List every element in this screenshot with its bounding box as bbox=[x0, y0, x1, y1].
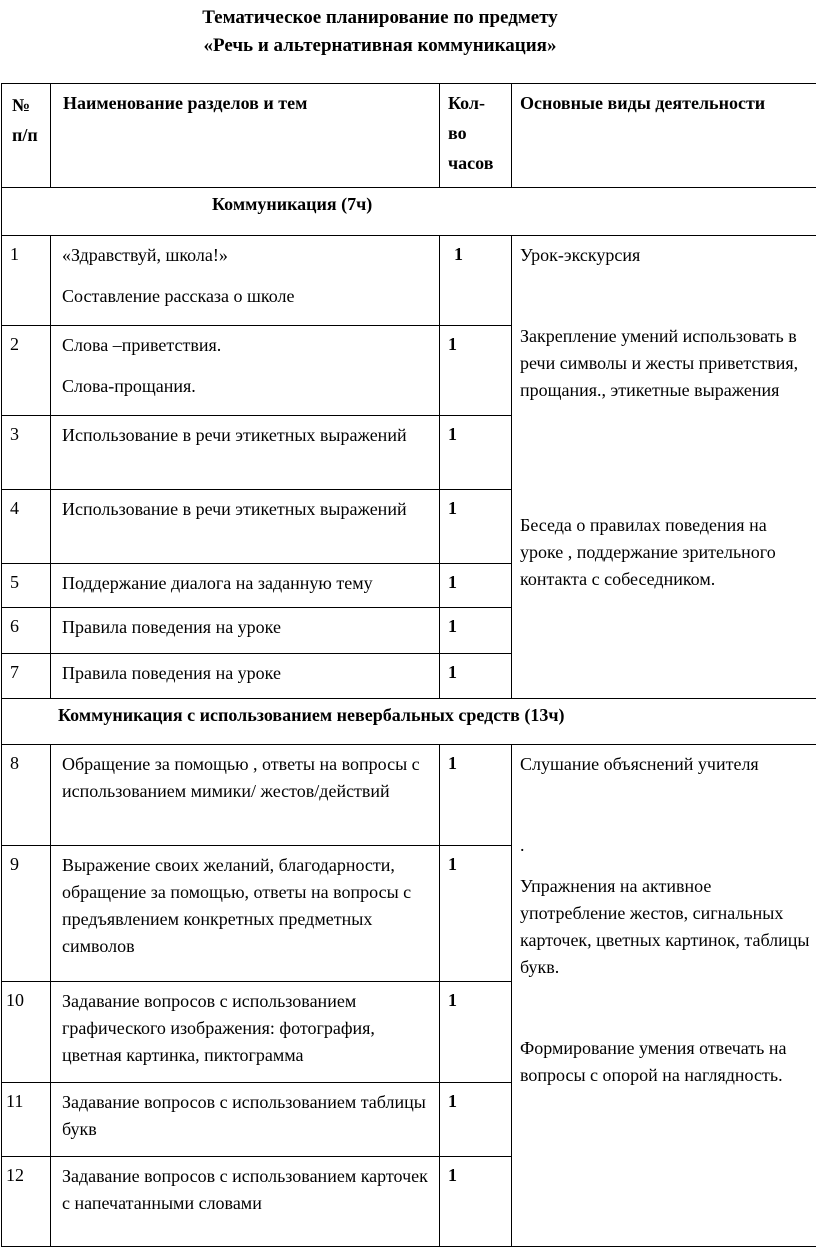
row-topic: Правила поведения на уроке bbox=[51, 654, 440, 699]
row-topic: Правила поведения на уроке bbox=[51, 608, 440, 654]
section-title: Коммуникация с использованием невербальных средств (13ч) bbox=[2, 699, 816, 745]
header-hours-line2: во bbox=[448, 123, 467, 143]
activity-text: Урок-экскурсия bbox=[520, 245, 641, 265]
row-topic-line: Составление рассказа о школе bbox=[62, 286, 295, 306]
row-number: 11 bbox=[2, 1083, 51, 1157]
table-header-row bbox=[2, 84, 816, 188]
activity-text: Слушание объяснений учителя bbox=[520, 754, 759, 774]
row-hours: 1 bbox=[440, 236, 512, 326]
document-title: Тематическое планирование по предмету bbox=[202, 7, 558, 28]
row-number: 7 bbox=[2, 654, 51, 699]
row-hours: 1 bbox=[440, 982, 512, 1083]
header-number-symbol: № bbox=[12, 95, 31, 115]
row-topic-line: Слова-прощания. bbox=[62, 376, 196, 396]
header-hours-line3: часов bbox=[448, 153, 494, 173]
row-hours: 1 bbox=[440, 745, 512, 846]
row-topic: Использование в речи этикетных выражений bbox=[51, 416, 440, 490]
row-hours: 1 bbox=[440, 1083, 512, 1157]
section-activities bbox=[512, 745, 816, 1247]
row-number: 8 bbox=[2, 745, 51, 846]
row-number: 6 bbox=[2, 608, 51, 654]
section-title: Коммуникация (7ч) bbox=[2, 188, 816, 236]
row-hours: 1 bbox=[440, 416, 512, 490]
header-number bbox=[2, 84, 51, 188]
table-row bbox=[2, 745, 816, 846]
row-hours: 1 bbox=[440, 654, 512, 699]
row-topic: Задавание вопросов с использованием таблицы букв bbox=[51, 1083, 440, 1157]
row-number: 9 bbox=[2, 846, 51, 982]
row-number: 12 bbox=[2, 1157, 51, 1247]
header-hours-line1: Кол- bbox=[448, 93, 486, 113]
row-topic: Использование в речи этикетных выражений bbox=[51, 490, 440, 564]
row-topic: Задавание вопросов с использованием графического изображения: фотография, цветная картинка, пиктограмма bbox=[51, 982, 440, 1083]
row-hours: 1 bbox=[440, 564, 512, 608]
header-hours bbox=[440, 84, 512, 188]
row-topic-line: «Здравствуй, школа!» bbox=[62, 245, 228, 265]
row-hours: 1 bbox=[440, 490, 512, 564]
row-topic bbox=[51, 326, 440, 416]
row-hours: 1 bbox=[440, 326, 512, 416]
row-topic-line: Слова –приветствия. bbox=[62, 335, 222, 355]
row-topic: Поддержание диалога на заданную тему bbox=[51, 564, 440, 608]
header-number-abbr: п/п bbox=[12, 125, 38, 145]
row-number: 4 bbox=[2, 490, 51, 564]
row-number: 5 bbox=[2, 564, 51, 608]
row-number: 3 bbox=[2, 416, 51, 490]
row-topic: Обращение за помощью , ответы на вопросы с использованием мимики/ жестов/действий bbox=[51, 745, 440, 846]
row-topic: Выражение своих желаний, благодарности, обращение за помощью, ответы на вопросы с предъявлением конкретных предметных символов bbox=[51, 846, 440, 982]
section-row bbox=[2, 188, 816, 236]
section-activities bbox=[512, 236, 816, 699]
header-activities: Основные виды деятельности bbox=[512, 84, 816, 188]
table-row bbox=[2, 236, 816, 326]
activity-text: Формирование умения отвечать на вопросы с опорой на наглядность. bbox=[520, 1038, 787, 1085]
activity-text: Закрепление умений использовать в речи символы и жесты приветствия, прощания., этикетные выражения bbox=[520, 326, 799, 400]
activity-text: Беседа о правилах поведения на уроке , поддержание зрительного контакта с собеседником. bbox=[520, 515, 776, 589]
row-hours: 1 bbox=[440, 608, 512, 654]
row-hours: 1 bbox=[440, 846, 512, 982]
row-topic bbox=[51, 236, 440, 326]
planning-table bbox=[1, 83, 816, 1247]
row-number: 10 bbox=[2, 982, 51, 1083]
row-hours: 1 bbox=[440, 1157, 512, 1247]
row-number: 2 bbox=[2, 326, 51, 416]
row-number: 1 bbox=[2, 236, 51, 326]
header-topic-name: Наименование разделов и тем bbox=[51, 84, 440, 188]
activity-text: Упражнения на активное употребление жестов, сигнальных карточек, цветных картинок, таблицы букв. bbox=[520, 876, 810, 977]
document-subtitle: «Речь и альтернативная коммуникация» bbox=[203, 35, 557, 56]
row-topic: Задавание вопросов с использованием карточек с напечатанными словами bbox=[51, 1157, 440, 1247]
section-row bbox=[2, 699, 816, 745]
activity-text: . bbox=[520, 835, 525, 855]
